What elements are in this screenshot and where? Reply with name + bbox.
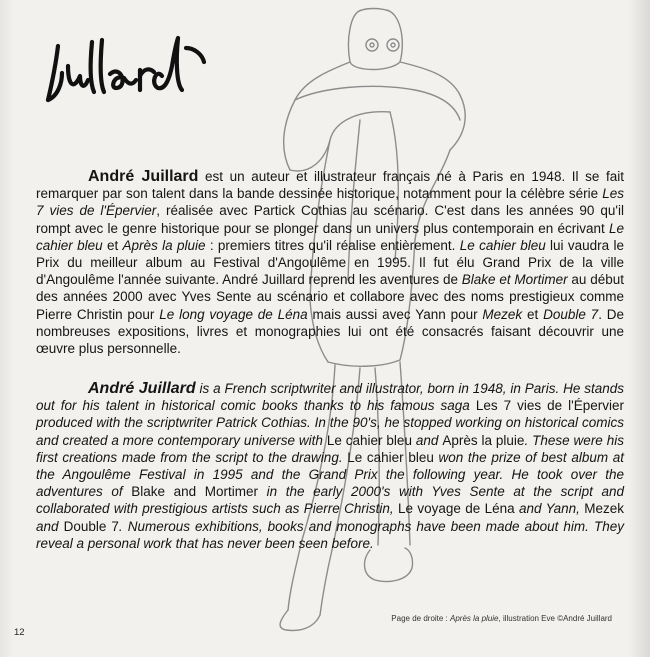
series-title: Blake et Mortimer bbox=[461, 272, 568, 288]
album-title: Après la pluie bbox=[122, 237, 206, 253]
album-title: Le long voyage de Léna bbox=[159, 306, 308, 322]
album-title: Le cahier bleu bbox=[347, 449, 434, 465]
album-title: Le voyage de Léna bbox=[397, 501, 515, 517]
author-name: André Juillard bbox=[88, 380, 196, 397]
album-title: Mezek bbox=[584, 501, 625, 517]
album-title: Le cahier bleu bbox=[459, 237, 546, 253]
album-title: Le cahier bleu bbox=[326, 432, 412, 448]
album-title: Double 7 bbox=[543, 306, 599, 322]
juillard-signature bbox=[44, 28, 224, 108]
album-title: Après la pluie bbox=[442, 432, 525, 448]
album-title: Double 7 bbox=[63, 518, 119, 534]
caption-album-title: Après la pluie bbox=[450, 614, 499, 623]
series-title: Blake and Mortimer bbox=[131, 484, 259, 500]
album-title: Mezek bbox=[482, 306, 523, 322]
series-title: Les 7 vies de l'Épervier bbox=[475, 398, 624, 414]
french-paragraph: André Juillard est un auteur et illustrateur français né à Paris en 1948. Il se fait remarquer par son talent dans la bande dessinée historique, notamment pour la célèbre série Les 7 vies de l'Épervier, réalisée avec Partick Cothias au scénario. C'est dans les années 90 qu'il rompt avec le genre historique pour se plonger dans un univers plus contemporain en écrivant Le cahier bleu et Après la pluie : premiers titres qu'il réalise entièrement. Le cahier bleu lui vaudra le Prix du meilleur album au Festival d'Angoulême en 1995. Il fut élu Grand Prix de la ville d'Angoulême l'année suivante. André Juillard reprend les aventures de Blake et Mortimer au début des années 2000 avec Yves Sente au scénario et collabore avec des noms prestigieux comme Pierre Christin pour Le long voyage de Léna mais aussi avec Yann pour Mezek et Double 7. De nombreuses expositions, livres et monographies lui ont été consacrés faisant découvrir une œuvre plus personnelle. bbox=[36, 168, 625, 357]
page-number: 12 bbox=[14, 627, 25, 638]
page-gutter-shadow bbox=[0, 0, 14, 657]
page-edge-shadow bbox=[628, 0, 650, 657]
illustration-caption: Page de droite : Après la pluie, illustration Eve ©André Juillard bbox=[391, 614, 612, 623]
english-paragraph: André Juillard is a French scriptwriter and illustrator, born in 1948, in Paris. He stands out for his talent in historical comic books thanks to his famous saga Les 7 vies de l'Épervier produced with the scriptwriter Patrick Cothias. In the 90's, he stopped working on historical comics and created a more contemporary universe with Le cahier bleu and Après la pluie. These were his first creations made from the script to the drawing. Le cahier bleu won the prize of best album at the Angoulême Festival in 1995 and the Grand Prix the following year. He took over the adventures of Blake and Mortimer in the early 2000's with Yves Sente at the script and collaborated with prestigious artists such as Pierre Christin, Le voyage de Léna and Yann, Mezek and Double 7. Numerous exhibitions, books and monographs have been made about him. They reveal a personal work that has never been seen before. bbox=[36, 380, 625, 551]
series-title: Les 7 vies de l'Épervier bbox=[36, 186, 624, 219]
french-biography bbox=[36, 168, 624, 357]
album-title: Le cahier bleu bbox=[36, 220, 624, 253]
author-name: André Juillard bbox=[88, 168, 199, 185]
english-biography bbox=[36, 380, 624, 552]
